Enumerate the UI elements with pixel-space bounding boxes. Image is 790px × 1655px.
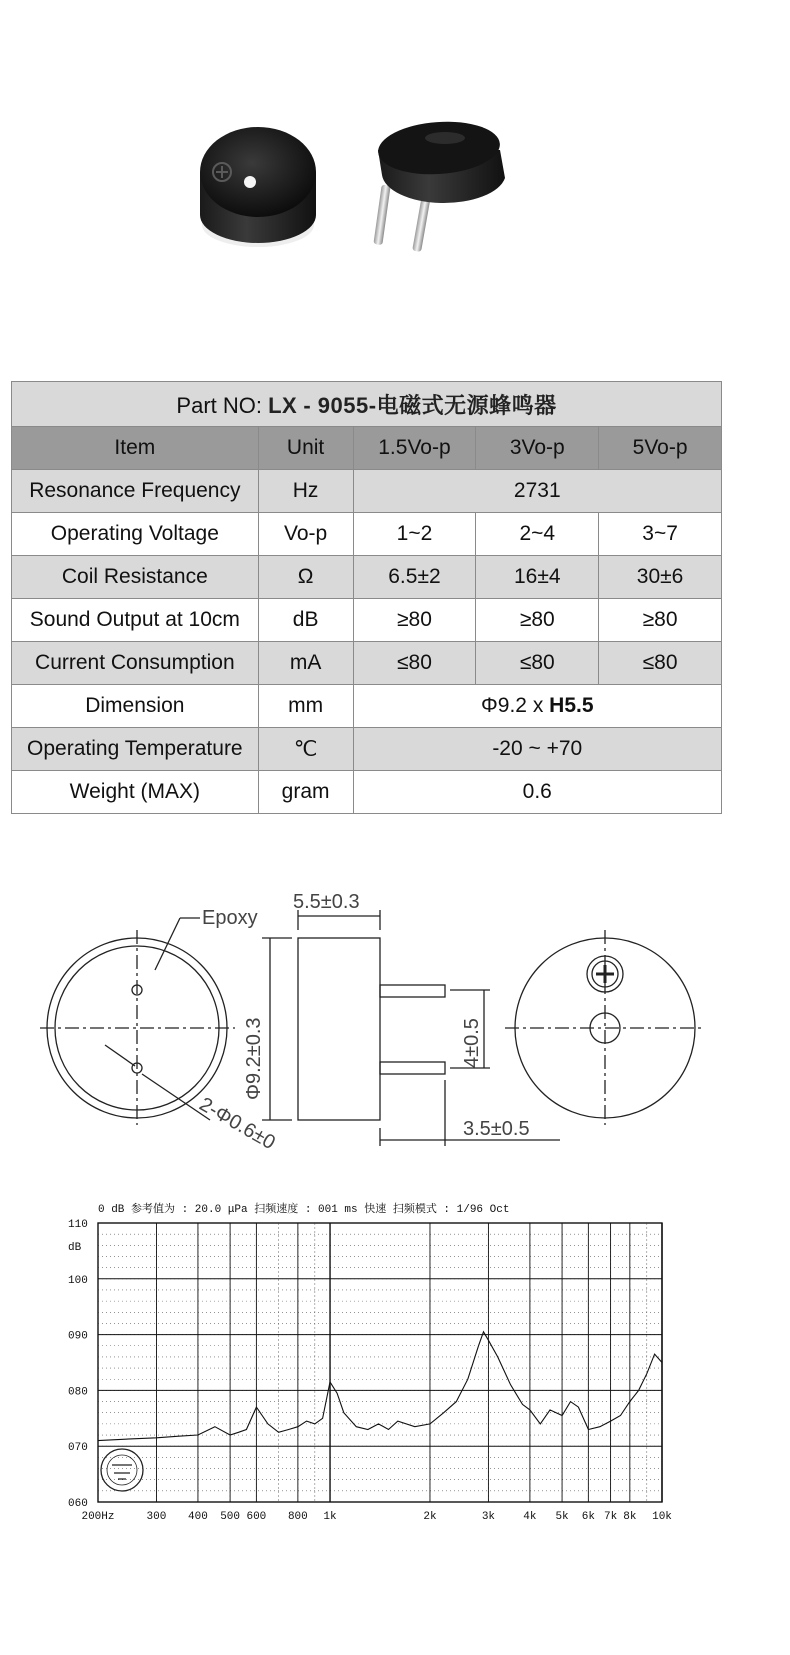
row-value: ≤80 [353, 642, 476, 685]
pin-top [380, 985, 445, 997]
pin-length-dimension: 3.5±0.5 [463, 1118, 530, 1140]
header-item: Item [12, 427, 259, 470]
row-coil-resistance [12, 556, 722, 599]
chart-grid [98, 1223, 662, 1502]
x-tick-label: 1k [323, 1511, 337, 1523]
diameter-dimension: Φ9.2±0.3 [243, 1017, 265, 1100]
row-operating-voltage [12, 513, 722, 556]
x-tick-label: 200Hz [81, 1511, 115, 1523]
epoxy-label: Epoxy [202, 907, 258, 929]
response-curve [98, 1332, 662, 1441]
buzzer-side-view [373, 118, 505, 252]
y-tick-label: 060 [68, 1498, 88, 1510]
y-tick-label: 080 [68, 1386, 88, 1399]
pin-diameter-dimension: 2-Φ0.6±0 [195, 1093, 279, 1155]
row-unit: gram [258, 771, 353, 814]
dimension-diameter: Φ9.2 x [481, 694, 550, 717]
x-tick-label: 10k [652, 1511, 672, 1523]
row-weight [12, 771, 722, 814]
part-suffix: - 9055-电磁式无源蜂鸣器 [303, 392, 557, 418]
test-stamp [101, 1449, 143, 1491]
row-value: 2731 [353, 470, 721, 513]
spec-table [11, 381, 722, 814]
row-value: ≥80 [353, 599, 476, 642]
header-3v: 3Vo-p [476, 427, 599, 470]
pin-spacing-dimension: 4±0.5 [461, 1018, 483, 1068]
frequency-response-chart [0, 1195, 790, 1535]
row-current-consumption [12, 642, 722, 685]
x-tick-label: 600 [246, 1511, 267, 1523]
x-tick-label: 4k [523, 1511, 537, 1523]
x-tick-label: 8k [623, 1511, 637, 1523]
y-tick-label: 090 [68, 1330, 88, 1343]
row-value: 2~4 [476, 513, 599, 556]
x-tick-label: 500 [220, 1511, 241, 1523]
row-value: ≥80 [476, 599, 599, 642]
row-unit: mA [258, 642, 353, 685]
header-row [12, 427, 722, 470]
row-value: 30±6 [599, 556, 722, 599]
row-unit: Ω [258, 556, 353, 599]
header-unit: Unit [258, 427, 353, 470]
row-label: Operating Voltage [12, 513, 259, 556]
height-dimension: 5.5±0.3 [293, 891, 360, 913]
y-axis-label: dB [68, 1242, 82, 1254]
row-value: ≥80 [599, 599, 722, 642]
row-label: Resonance Frequency [12, 470, 259, 513]
side-view-body [298, 938, 380, 1120]
row-operating-temperature [12, 728, 722, 771]
row-value: 3~7 [599, 513, 722, 556]
row-value: 16±4 [476, 556, 599, 599]
technical-drawing [0, 880, 790, 1170]
x-tick-label: 400 [188, 1511, 208, 1523]
row-sound-output [12, 599, 722, 642]
row-unit: ℃ [258, 728, 353, 771]
row-label: Weight (MAX) [12, 771, 259, 814]
row-resonance-frequency [12, 470, 722, 513]
y-tick-label: 070 [68, 1442, 88, 1455]
row-label: Current Consumption [12, 642, 259, 685]
row-unit: dB [258, 599, 353, 642]
row-label: Coil Resistance [12, 556, 259, 599]
x-tick-label: 3k [481, 1511, 496, 1523]
product-photo [0, 0, 790, 400]
row-value: 1~2 [353, 513, 476, 556]
spec-title [12, 382, 722, 427]
header-1-5v: 1.5Vo-p [353, 427, 476, 470]
x-tick-label: 7k [603, 1511, 618, 1523]
row-label: Sound Output at 10cm [12, 599, 259, 642]
row-unit: mm [258, 685, 353, 728]
header-5v: 5Vo-p [599, 427, 722, 470]
row-dimension [12, 685, 722, 728]
dimension-height: H5.5 [549, 694, 594, 717]
x-tick-label: 2k [423, 1511, 437, 1523]
row-value: -20 ~ +70 [353, 728, 721, 771]
pin-bottom [380, 1062, 445, 1074]
chart-tick-labels [68, 1219, 672, 1523]
row-value [353, 685, 721, 728]
y-tick-label: 100 [68, 1274, 88, 1287]
spec-title-row [12, 382, 722, 427]
row-value: 0.6 [353, 771, 721, 814]
x-tick-label: 800 [287, 1511, 308, 1523]
buzzer-top-view [200, 127, 316, 247]
row-label: Operating Temperature [12, 728, 259, 771]
x-tick-label: 6k [581, 1511, 595, 1523]
x-tick-label: 5k [555, 1511, 569, 1523]
row-unit: Hz [258, 470, 353, 513]
row-value: ≤80 [476, 642, 599, 685]
y-tick-label: 110 [68, 1219, 88, 1231]
row-value: 6.5±2 [353, 556, 476, 599]
row-label: Dimension [12, 685, 259, 728]
chart-title: 0 dB 参考值为 : 20.0 μPa 扫频速度 : 001 ms 快速 扫频模式 : 1/96 Oct [98, 1204, 510, 1216]
plot-frame [98, 1223, 662, 1502]
part-code: LX [268, 392, 298, 418]
row-value: ≤80 [599, 642, 722, 685]
title-prefix: Part NO: [176, 392, 262, 418]
x-tick-label: 300 [146, 1511, 167, 1523]
row-unit: Vo-p [258, 513, 353, 556]
